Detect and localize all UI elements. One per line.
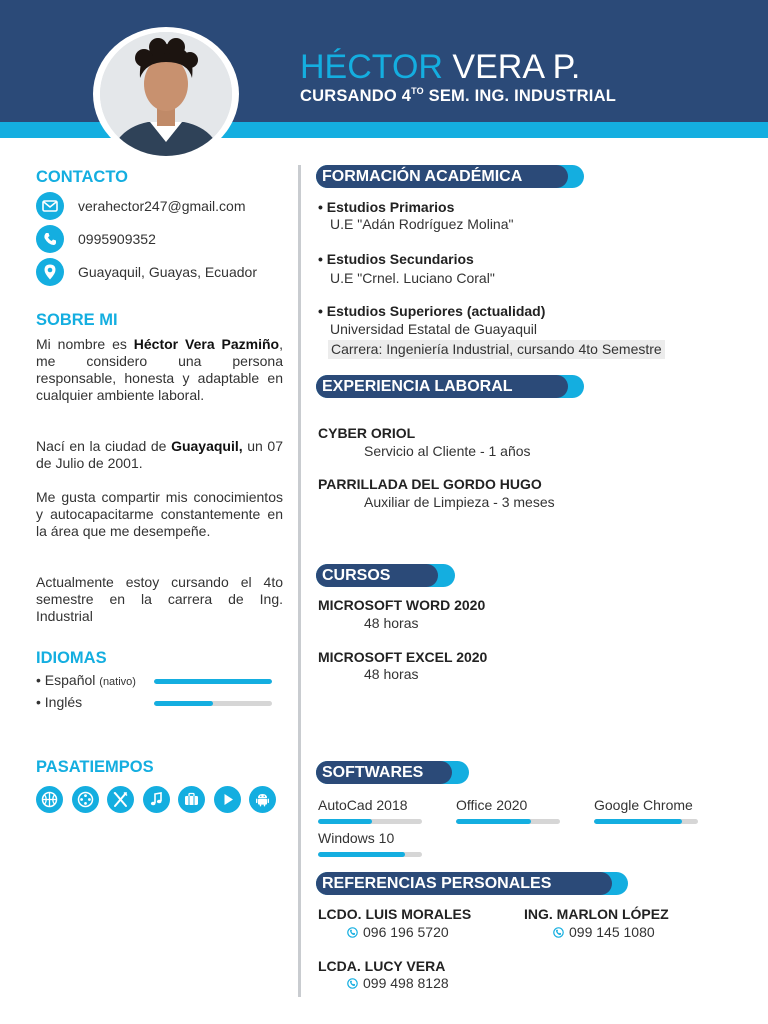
about-p2-city: Guayaquil, — [171, 438, 243, 454]
about-paragraph-3: Me gusta compartir mis conocimientos y autocapacitarme constantemente en la área que me desempeñe. — [36, 489, 283, 539]
first-name: HÉCTOR — [300, 48, 443, 86]
courses-heading: CURSOS — [316, 564, 438, 587]
reference-phone — [553, 924, 655, 940]
software-level-fill — [318, 819, 372, 824]
reference-name: ING. MARLON LÓPEZ — [524, 906, 669, 922]
language-label — [36, 672, 136, 688]
music-icon — [143, 786, 170, 813]
last-name: VERA P. — [452, 48, 581, 86]
education-heading-pill — [316, 165, 584, 188]
language-name: • Español — [36, 672, 96, 688]
education-secondary-title: • Estudios Secundarios — [318, 251, 474, 267]
software-heading: SOFTWARES — [316, 761, 452, 784]
full-name — [300, 47, 580, 87]
reference-name: LCDO. LUIS MORALES — [318, 906, 472, 922]
course-title: MICROSOFT EXCEL 2020 — [318, 649, 488, 665]
language-level-fill — [154, 701, 213, 706]
contact-phone — [36, 225, 156, 253]
reference-phone — [347, 924, 449, 940]
language-spanish — [36, 672, 276, 690]
software-name: Google Chrome — [594, 797, 693, 813]
phone-icon — [347, 978, 358, 989]
languages-heading: IDIOMAS — [36, 649, 107, 667]
courses-heading-pill — [316, 564, 455, 587]
contact-location — [36, 258, 257, 286]
basketball-icon — [36, 786, 63, 813]
references-heading-pill — [316, 872, 628, 895]
headline-text: CURSANDO 4 — [300, 87, 412, 105]
job-title: PARRILLADA DEL GORDO HUGO — [318, 476, 542, 492]
about-p1-name: Héctor Vera Pazmiño — [133, 336, 280, 352]
location-pin-icon — [36, 258, 64, 286]
software-level-bar — [594, 819, 698, 824]
email-icon — [36, 192, 64, 220]
software-level-fill — [456, 819, 531, 824]
about-p1-text: Mi nombre es — [36, 336, 134, 352]
language-level-bar — [154, 679, 272, 684]
reference-phone-number[interactable]: 099 145 1080 — [569, 924, 655, 940]
location-text: Guayaquil, Guayas, Ecuador — [78, 264, 257, 280]
experience-heading-pill — [316, 375, 584, 398]
software-windows — [318, 830, 422, 857]
phone-text[interactable]: 0995909352 — [78, 231, 156, 247]
education-primary-title: • Estudios Primarios — [318, 199, 455, 215]
language-name: • Inglés — [36, 694, 83, 710]
software-chrome — [594, 797, 698, 824]
software-office — [456, 797, 560, 824]
job-role: Servicio al Cliente - 1 años — [364, 443, 531, 459]
education-heading: FORMACIÓN ACADÉMICA — [316, 165, 568, 188]
software-name: AutoCad 2018 — [318, 797, 408, 813]
android-icon — [249, 786, 276, 813]
about-paragraph-2 — [36, 438, 283, 472]
about-p2-text: Nací en la ciudad de — [36, 438, 172, 454]
job-role: Auxiliar de Limpieza - 3 meses — [364, 494, 555, 510]
column-divider — [298, 165, 301, 997]
contact-email — [36, 192, 246, 220]
software-heading-pill — [316, 761, 469, 784]
gamepad-icon — [72, 786, 99, 813]
email-text[interactable]: verahector247@gmail.com — [78, 198, 246, 214]
software-level-fill — [594, 819, 682, 824]
references-heading: REFERENCIAS PERSONALES — [316, 872, 612, 895]
suitcase-icon — [178, 786, 205, 813]
education-higher-school: Universidad Estatal de Guayaquil — [330, 321, 538, 337]
headline-text-rest: SEM. ING. INDUSTRIAL — [423, 87, 616, 105]
software-level-bar — [318, 819, 422, 824]
experience-heading: EXPERIENCIA LABORAL — [316, 375, 568, 398]
play-icon — [214, 786, 241, 813]
software-autocad — [318, 797, 422, 824]
course-hours: 48 horas — [364, 666, 419, 682]
education-primary-school: U.E "Adán Rodríguez Molina" — [330, 216, 514, 232]
software-level-fill — [318, 852, 405, 857]
phone-icon — [553, 927, 564, 938]
language-label — [36, 694, 82, 710]
reference-phone-number[interactable]: 099 498 8128 — [363, 975, 449, 991]
about-heading: SOBRE MI — [36, 311, 118, 329]
course-title: MICROSOFT WORD 2020 — [318, 597, 486, 613]
job-title: CYBER ORIOL — [318, 425, 416, 441]
reference-name: LCDA. LUCY VERA — [318, 958, 446, 974]
language-level-fill — [154, 679, 272, 684]
software-level-bar — [456, 819, 560, 824]
profile-photo — [100, 32, 232, 156]
education-secondary-school: U.E "Crnel. Luciano Coral" — [330, 270, 495, 286]
language-english — [36, 694, 276, 712]
language-level-bar — [154, 701, 272, 706]
software-name: Windows 10 — [318, 830, 395, 846]
reference-phone-number[interactable]: 096 196 5720 — [363, 924, 449, 940]
person-portrait-icon — [100, 32, 232, 156]
course-hours: 48 horas — [364, 615, 419, 631]
about-p2-rest: un 07 de Julio de 2001. — [36, 438, 283, 471]
hobbies-icons — [36, 786, 285, 813]
language-note: (nativo) — [99, 676, 136, 688]
contact-heading: CONTACTO — [36, 168, 128, 186]
software-name: Office 2020 — [456, 797, 528, 813]
hobbies-heading: PASATIEMPOS — [36, 758, 154, 776]
education-higher-title: • Estudios Superiores (actualidad) — [318, 303, 546, 319]
about-p1-rest: , me considero una persona responsable, honesta y adaptable en cualquier ambiente laboral. — [36, 336, 283, 403]
education-career-note: Carrera: Ingeniería Industrial, cursando 4to Semestre — [328, 340, 665, 359]
about-paragraph-4: Actualmente estoy cursando el 4to semestre en la carrera de Ing. Industrial — [36, 574, 283, 624]
headline-superscript: TO — [411, 86, 424, 96]
about-paragraph-1 — [36, 336, 283, 404]
phone-icon — [347, 927, 358, 938]
utensils-icon — [107, 786, 134, 813]
phone-icon — [36, 225, 64, 253]
reference-phone — [347, 975, 449, 991]
software-level-bar — [318, 852, 422, 857]
headline — [300, 86, 616, 106]
